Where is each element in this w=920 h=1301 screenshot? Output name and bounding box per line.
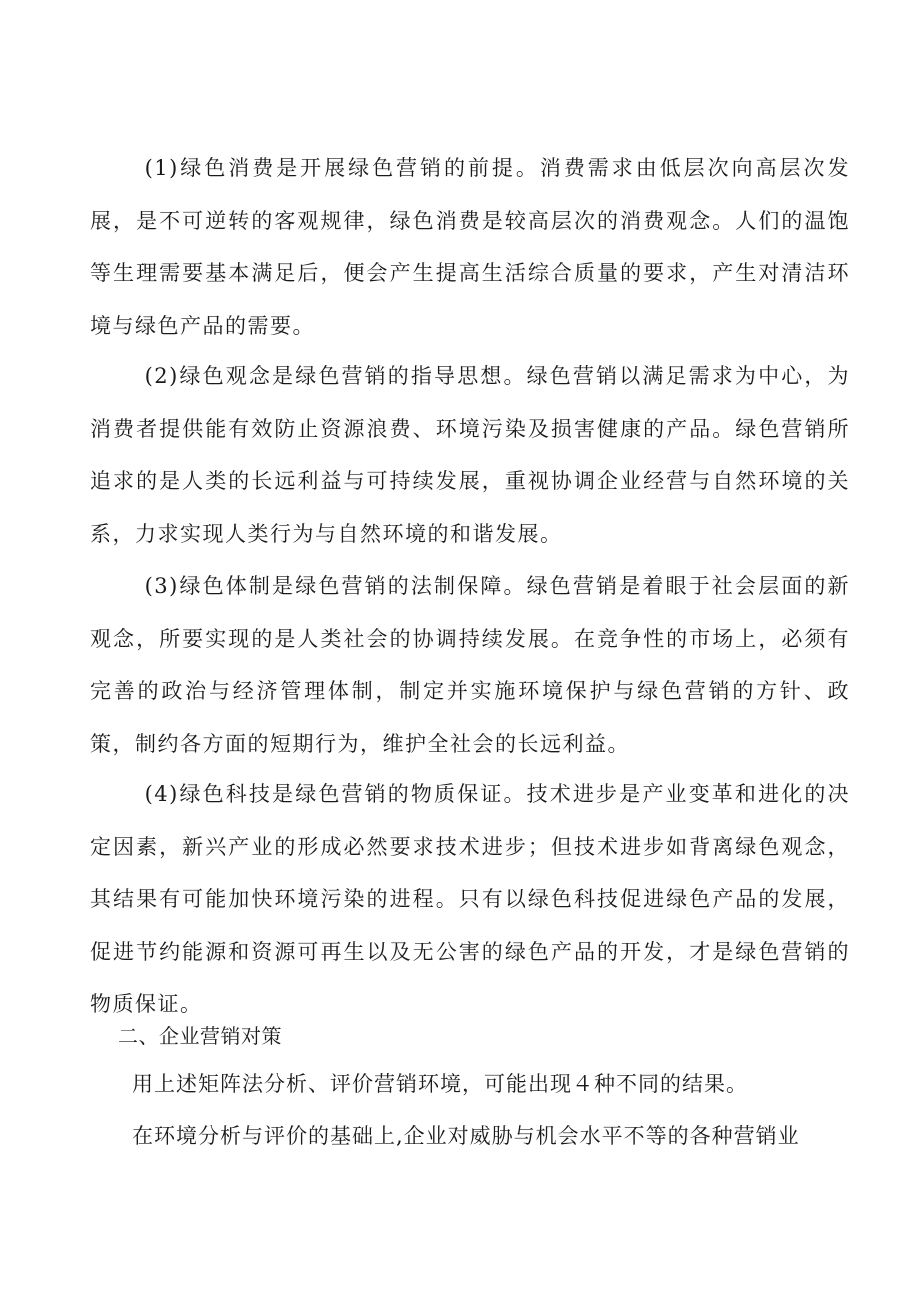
section-heading: 二、企业营销对策: [118, 1024, 282, 1048]
paragraph-green-system: (3)绿色体制是绿色营销的法制保障。绿色营销是着眼于社会层面的新观念，所要实现的是人类社会的协调持续发展。在竞争性的市场上，必须有完善的政治与经济管理体制，制定并实施环境保护与绿色营销的方针、政策，制约各方面的短期行为，维护全社会的长远利益。: [90, 574, 850, 756]
body-line-matrix-analysis: 用上述矩阵法分析、评价营销环境，可能出现４种不同的结果。: [132, 1072, 748, 1096]
paragraph-green-concept: (2)绿色观念是绿色营销的指导思想。绿色营销以满足需求为中心，为消费者提供能有效防止资源浪费、环境污染及损害健康的产品。绿色营销所追求的是人类的长远利益与可持续发展，重视协调企业经营与自然环境的关系，力求实现人类行为与自然环境的和谐发展。: [90, 364, 850, 546]
body-line-environment-evaluation: 在环境分析与评价的基础上,企业对威胁与机会水平不等的各种营销业: [132, 1124, 800, 1148]
paragraph-green-technology: (4)绿色科技是绿色营销的物质保证。技术进步是产业变革和进化的决定因素，新兴产业的形成必然要求技术进步；但技术进步如背离绿色观念，其结果有可能加快环境污染的进程。只有以绿色科技促进绿色产品的发展，促进节约能源和资源可再生以及无公害的绿色产品的开发，才是绿色营销的物质保证。: [90, 782, 850, 1016]
paragraph-green-consumption: (1)绿色消费是开展绿色营销的前提。消费需求由低层次向高层次发展，是不可逆转的客观规律，绿色消费是较高层次的消费观念。人们的温饱等生理需要基本满足后，便会产生提高生活综合质量的要求，产生对清洁环境与绿色产品的需要。: [90, 156, 850, 338]
